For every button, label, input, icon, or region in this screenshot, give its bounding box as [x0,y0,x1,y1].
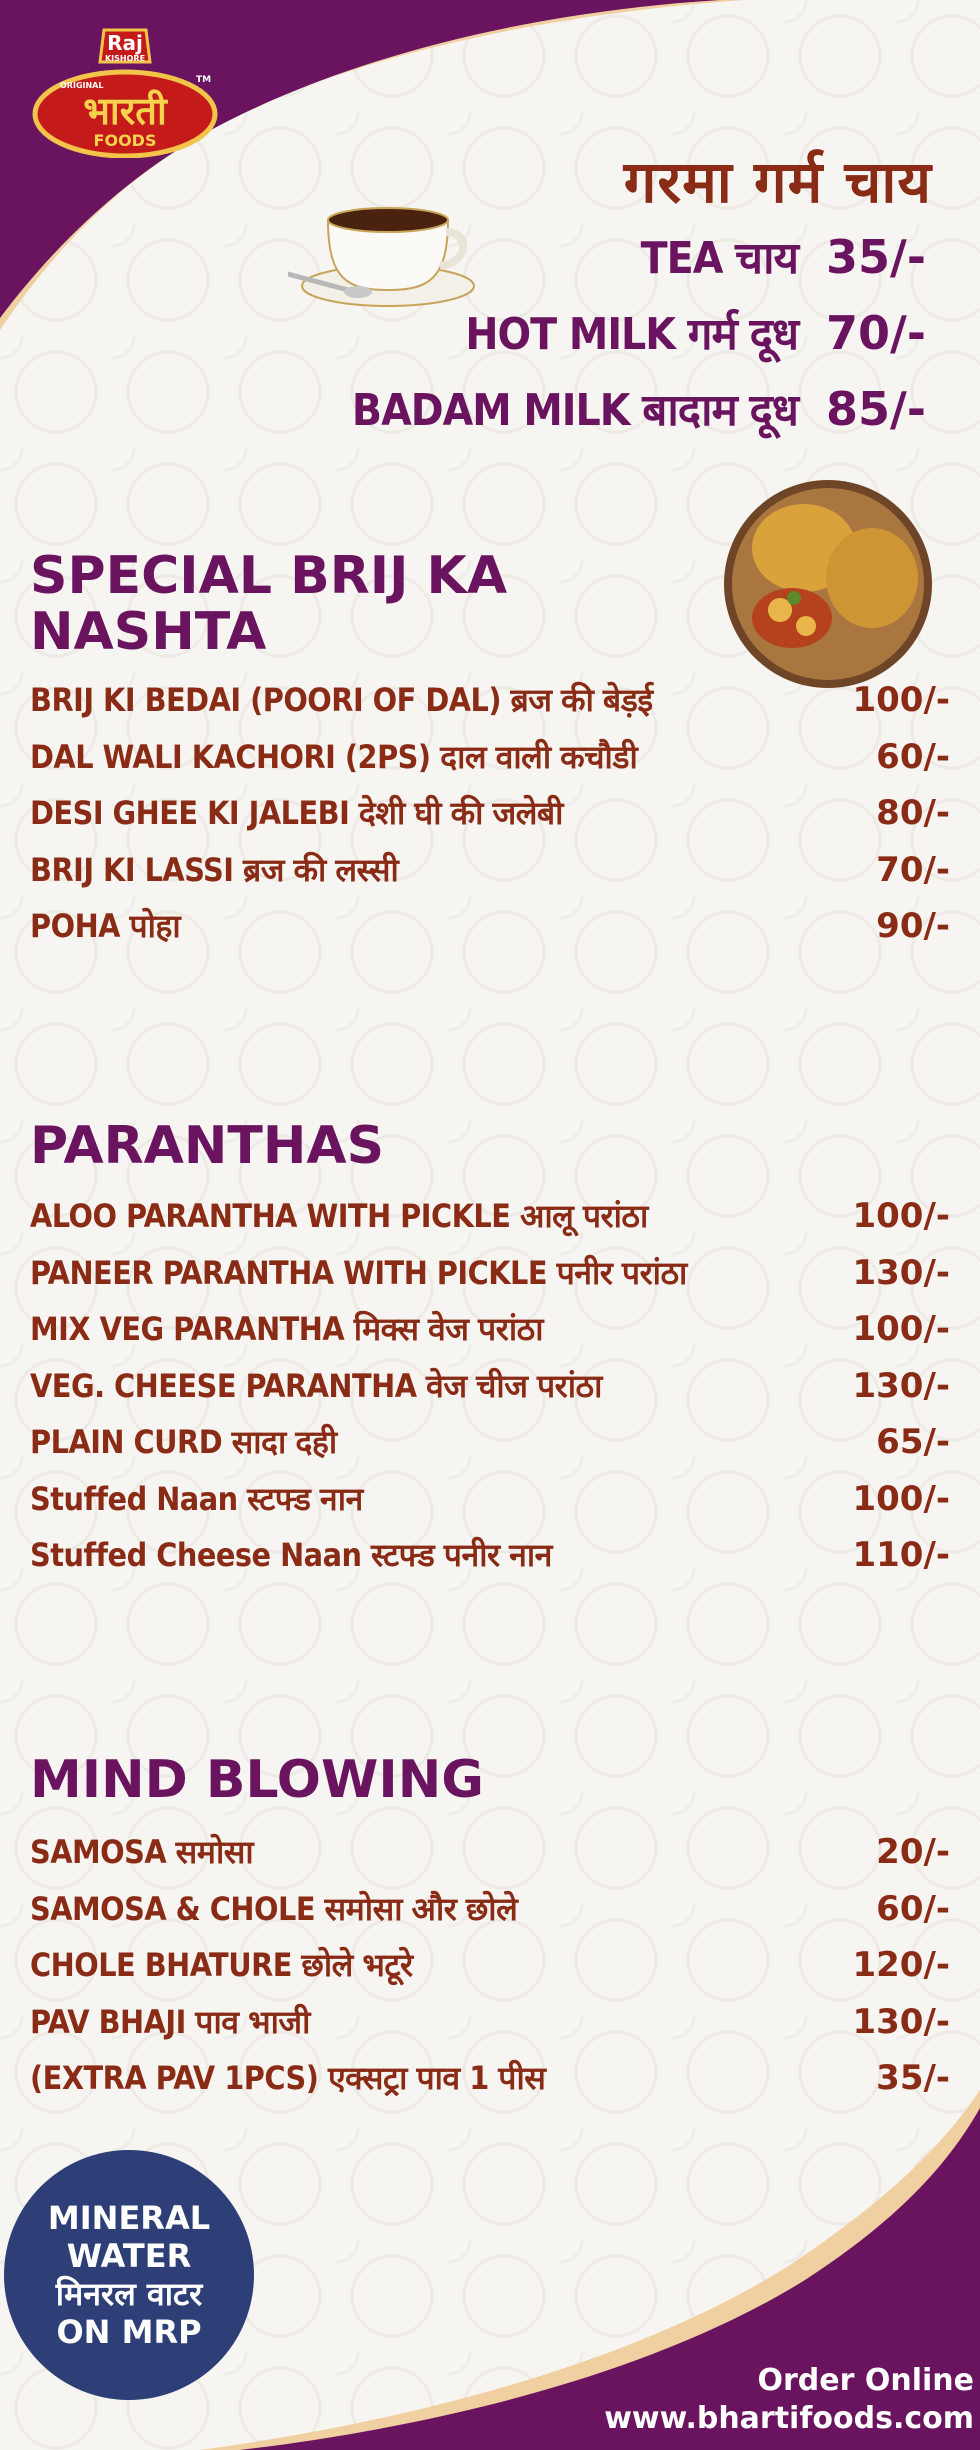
menu-item-price: 70/- [876,849,950,890]
badge-line: ON MRP [56,2313,202,2351]
mineral-water-badge [4,2150,254,2400]
section-title-line: NASHTA [30,602,267,662]
menu-item-name: VEG. CHEESE PARANTHA वेज चीज परांठा [30,1366,602,1405]
menu-item-name: BRIJ KI LASSI ब्रज की लस्सी [30,850,399,889]
section-title-nashta [30,548,507,660]
menu-item [30,1943,950,2000]
menu-item-price: 130/- [852,1252,950,1293]
bedai-food-photo [722,478,934,690]
menu-item-name: Stuffed Cheese Naan स्टफ्ड पनीर नान [30,1536,552,1574]
menu-item-name: ALOO PARANTHA WITH PICKLE आलू परांठा [30,1197,648,1235]
menu-item-name: DESI GHEE KI JALEBI देशी घी की जलेबी [30,794,563,832]
menu-item [30,848,950,905]
menu-list-nashta [30,678,950,961]
section-title-paranthas [30,1118,384,1174]
menu-item-price: 60/- [876,1888,950,1929]
logo-badge-small: KISHORE [104,54,146,63]
section-title-line: MIND BLOWING [30,1750,484,1810]
menu-item [30,2000,950,2057]
menu-item [30,1477,950,1534]
website-link[interactable]: www.bhartifoods.com [604,2401,974,2436]
menu-item-name: SAMOSA & CHOLE समोसा और छोले [30,1889,518,1928]
menu-item-price: 130/- [852,2001,950,2042]
tea-item [352,378,938,438]
logo-badge: Raj [107,31,143,55]
menu-item-price: 65/- [876,1422,950,1462]
logo-tm: TM [196,75,212,85]
menu-item [30,1364,950,1421]
menu-list-mind-blowing [30,1830,950,2113]
menu-item-name: PAV BHAJI पाव भाजी [30,2002,310,2041]
menu-item-price: 100/- [852,1196,950,1236]
section-title-mind-blowing [30,1752,484,1808]
menu-item-price: 100/- [852,1309,950,1349]
tea-item-price: 85/- [826,382,926,436]
menu-item [30,1307,950,1364]
menu-item-price: 60/- [876,736,950,777]
menu-item-price: 35/- [876,2058,950,2098]
menu-item-price: 120/- [852,1945,950,1985]
tea-item-name: BADAM MILK बादाम दूध [351,385,798,436]
menu-item-price: 100/- [852,680,950,720]
tea-item [641,226,938,286]
menu-item-name: Stuffed Naan स्टफ्ड नान [30,1479,363,1518]
brand-logo [28,22,222,158]
section-title-line: SPECIAL BRIJ KA [30,546,508,606]
tea-item-price: 70/- [826,306,926,360]
tea-section-title: गरमा गर्म चाय [623,148,932,216]
menu-item-price: 20/- [876,1832,950,1872]
menu-item-price: 100/- [852,1478,950,1519]
menu-item [30,1533,950,1590]
menu-item [30,2056,950,2113]
tea-item-name: TEA चाय [640,233,798,284]
menu-item-name: (EXTRA PAV 1PCS) एक्सट्रा पाव 1 पीस [30,2059,546,2097]
menu-item-name: POHA पोहा [30,907,181,945]
menu-item [30,791,950,848]
tea-item-name: HOT MILK गर्म दूध [465,309,798,360]
section-title-line: PARANTHAS [30,1116,385,1176]
menu-item-price: 130/- [852,1365,950,1406]
menu-item-name: MIX VEG PARANTHA मिक्स वेज परांठा [30,1310,543,1348]
menu-item-name: PLAIN CURD सादा दही [30,1423,337,1461]
tea-cup-illustration [288,190,478,310]
order-online-block [604,2362,974,2438]
menu-item [30,1194,950,1251]
menu-item-name: BRIJ KI BEDAI (POORI OF DAL) ब्रज की बेड़ई [30,681,653,719]
menu-item [30,735,950,792]
order-online-label: Order Online [757,2363,974,2398]
menu-item [30,1420,950,1477]
menu-item-name: DAL WALI KACHORI (2PS) दाल वाली कचौडी [30,737,638,776]
badge-line: WATER [66,2237,192,2275]
menu-item-price: 110/- [852,1535,950,1575]
tea-item-price: 35/- [826,230,926,284]
menu-item-price: 90/- [876,906,950,946]
logo-top-text: ORIGINAL [60,81,104,90]
badge-line: मिनरल वाटर [55,2275,203,2313]
logo-name-hindi: भारती [83,89,167,133]
menu-item-price: 80/- [876,793,950,833]
menu-item-name: PANEER PARANTHA WITH PICKLE पनीर परांठा [30,1253,687,1292]
logo-name-english: FOODS [93,131,157,150]
menu-item-name: SAMOSA समोसा [30,1833,254,1871]
menu-item [30,678,950,735]
menu-list-paranthas [30,1194,950,1590]
tea-item [465,302,938,362]
menu-item-name: CHOLE BHATURE छोले भटूरे [30,1946,413,1984]
menu-item [30,1830,950,1887]
badge-line: MINERAL [47,2199,211,2237]
menu-item [30,1887,950,1944]
menu-item [30,1251,950,1308]
menu-item [30,904,950,961]
